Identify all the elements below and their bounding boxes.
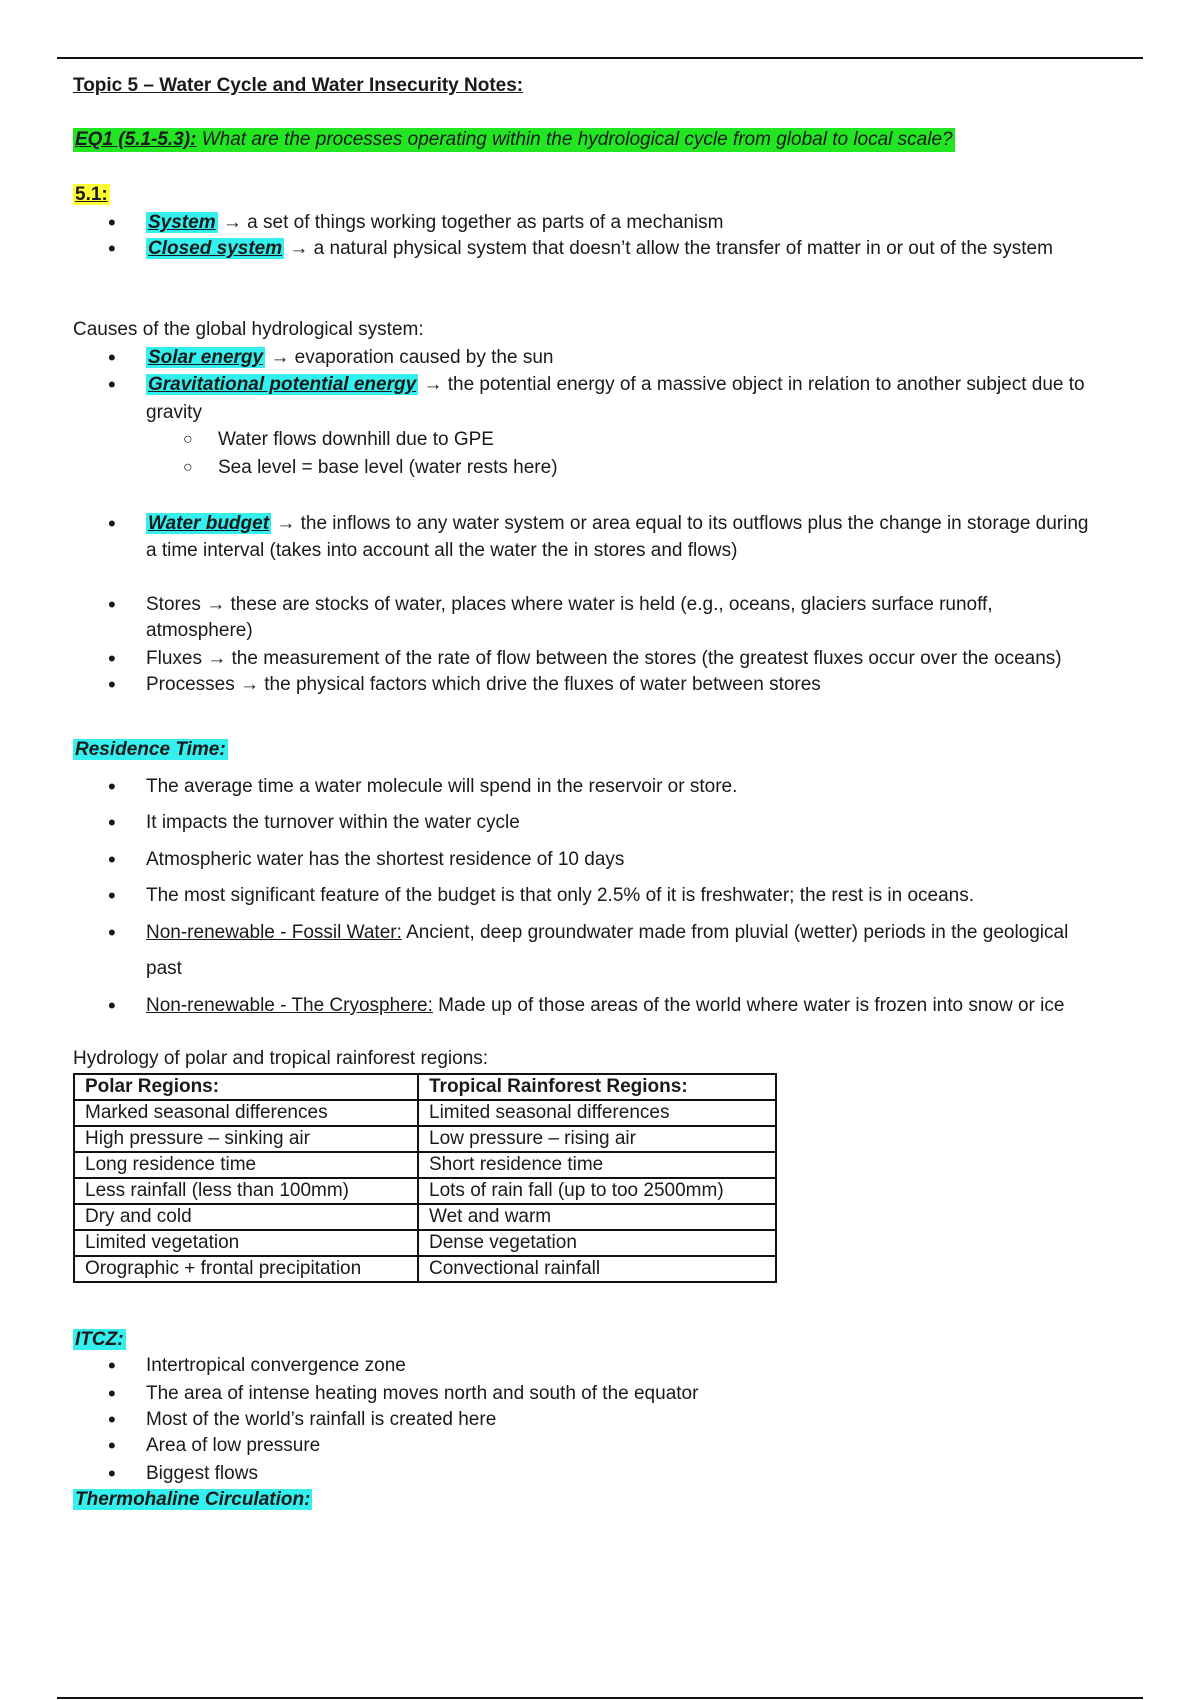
solar-energy-term: Solar energy — [148, 347, 264, 368]
itcz-item: The area of intense heating moves north and south of the equator — [146, 1383, 699, 1404]
residence-item: The most significant feature of the budget is that only 2.5% of it is freshwater; the rest is in oceans. — [146, 885, 974, 906]
fossil-water-continued: past — [146, 958, 182, 979]
bullet-icon: • — [108, 1353, 116, 1378]
processes-definition: Processes → the physical factors which drive the fluxes of water between stores — [146, 674, 821, 695]
stores-definition: Stores → these are stocks of water, places where water is held (e.g., oceans, glaciers surface runoff, — [146, 594, 993, 615]
bullet-icon: • — [108, 847, 116, 872]
water-budget-term: Water budget — [148, 513, 270, 534]
bullet-icon: • — [108, 1433, 116, 1458]
cryosphere-text: Made up of those areas of the world where water is frozen into snow or ice — [432, 995, 1065, 1016]
table-cell: Marked seasonal differences — [74, 1100, 418, 1126]
water-budget-def-continued: a time interval (takes into account all the water the in stores and flows) — [146, 540, 738, 561]
gpe-def-continued: gravity — [146, 402, 202, 423]
residence-item: Atmospheric water has the shortest residence of 10 days — [146, 849, 625, 870]
itcz-item: Most of the world’s rainfall is created here — [146, 1409, 497, 1430]
bullet-icon: • — [108, 810, 116, 835]
solar-energy-definition — [146, 346, 553, 370]
water-budget-def: → the inflows to any water system or area equal to its outflows plus the change in storage during — [271, 513, 1089, 534]
bullet-icon: • — [108, 511, 116, 536]
table-cell: Limited vegetation — [74, 1230, 418, 1256]
system-term: System — [148, 212, 216, 233]
itcz-item: Biggest flows — [146, 1463, 258, 1484]
itcz-label: ITCZ: — [75, 1329, 124, 1350]
cryosphere-item — [146, 994, 1064, 1018]
table-cell: Short residence time — [418, 1152, 776, 1178]
fossil-water-label: Non-renewable - Fossil Water: — [146, 922, 402, 943]
bullet-icon: • — [108, 1407, 116, 1432]
bullet-icon: • — [108, 372, 116, 397]
column-header: Polar Regions: — [74, 1074, 418, 1100]
gpe-term: Gravitational potential energy — [148, 374, 417, 395]
top-rule — [57, 57, 1143, 59]
eq1-question: What are the processes operating within the hydrological cycle from global to local scale? — [196, 129, 953, 150]
table-cell: Convectional rainfall — [418, 1256, 776, 1282]
bullet-icon: • — [108, 1461, 116, 1486]
bullet-icon: • — [108, 672, 116, 697]
bullet-icon: • — [108, 1381, 116, 1406]
system-definition — [146, 211, 723, 235]
residence-item: It impacts the turnover within the water cycle — [146, 812, 520, 833]
bullet-icon: • — [108, 883, 116, 908]
gpe-def: → the potential energy of a massive object in relation to another subject due to — [418, 374, 1085, 395]
itcz-item: Intertropical convergence zone — [146, 1355, 406, 1376]
thermohaline-label: Thermohaline Circulation: — [75, 1489, 311, 1510]
table-cell: Wet and warm — [418, 1204, 776, 1230]
itcz-item: Area of low pressure — [146, 1435, 321, 1456]
table-cell: Lots of rain fall (up to too 2500mm) — [418, 1178, 776, 1204]
fluxes-definition: Fluxes → the measurement of the rate of flow between the stores (the greatest fluxes occur over the oceans) — [146, 648, 1062, 669]
solar-energy-def: → evaporation caused by the sun — [265, 347, 554, 368]
system-def: → a set of things working together as parts of a mechanism — [217, 212, 724, 233]
residence-time-label: Residence Time: — [75, 739, 226, 760]
closed-system-def: → a natural physical system that doesn’t allow the transfer of matter in or out of the system — [284, 238, 1053, 259]
causes-heading: Causes of the global hydrological system: — [73, 319, 424, 340]
hydrology-caption: Hydrology of polar and tropical rainforest regions: — [73, 1048, 489, 1069]
table-cell: Dense vegetation — [418, 1230, 776, 1256]
bullet-icon: • — [108, 993, 116, 1018]
table-row — [74, 1126, 776, 1152]
table-cell: Orographic + frontal precipitation — [74, 1256, 418, 1282]
hydrology-table — [73, 1073, 777, 1283]
eq1-heading — [73, 128, 955, 152]
table-row — [74, 1256, 776, 1282]
residence-item: The average time a water molecule will spend in the reservoir or store. — [146, 776, 738, 797]
table-row — [74, 1230, 776, 1256]
table-cell: High pressure – sinking air — [74, 1126, 418, 1152]
bullet-icon: • — [108, 236, 116, 261]
gpe-definition — [146, 373, 1085, 397]
fossil-water-item — [146, 921, 1068, 945]
table-row — [74, 1152, 776, 1178]
bullet-icon: • — [108, 774, 116, 799]
table-cell: Long residence time — [74, 1152, 418, 1178]
bullet-icon: • — [108, 920, 116, 945]
table-row — [74, 1178, 776, 1204]
section-5-1-label: 5.1: — [75, 184, 108, 205]
table-row — [74, 1100, 776, 1126]
table-header-row — [74, 1074, 776, 1100]
gpe-sub-item: Water flows downhill due to GPE — [218, 429, 494, 450]
bullet-icon: • — [108, 592, 116, 617]
gpe-sub-item: Sea level = base level (water rests here) — [218, 457, 558, 478]
bullet-icon: • — [108, 210, 116, 235]
table-row — [74, 1204, 776, 1230]
sub-bullet-icon: ○ — [183, 459, 193, 476]
sub-bullet-icon: ○ — [183, 431, 193, 448]
column-header: Tropical Rainforest Regions: — [418, 1074, 776, 1100]
stores-def-continued: atmosphere) — [146, 620, 253, 641]
table-cell: Dry and cold — [74, 1204, 418, 1230]
bottom-rule — [57, 1697, 1143, 1699]
closed-system-term: Closed system — [148, 238, 283, 259]
water-budget-definition — [146, 512, 1088, 536]
fossil-water-text: Ancient, deep groundwater made from pluvial (wetter) periods in the geological — [401, 922, 1069, 943]
page-title: Topic 5 – Water Cycle and Water Insecurity Notes: — [73, 75, 524, 96]
eq1-code: EQ1 (5.1-5.3): — [75, 129, 197, 150]
table-cell: Low pressure – rising air — [418, 1126, 776, 1152]
table-cell: Less rainfall (less than 100mm) — [74, 1178, 418, 1204]
closed-system-definition — [146, 237, 1053, 261]
bullet-icon: • — [108, 345, 116, 370]
cryosphere-label: Non-renewable - The Cryosphere: — [146, 995, 433, 1016]
table-cell: Limited seasonal differences — [418, 1100, 776, 1126]
bullet-icon: • — [108, 646, 116, 671]
